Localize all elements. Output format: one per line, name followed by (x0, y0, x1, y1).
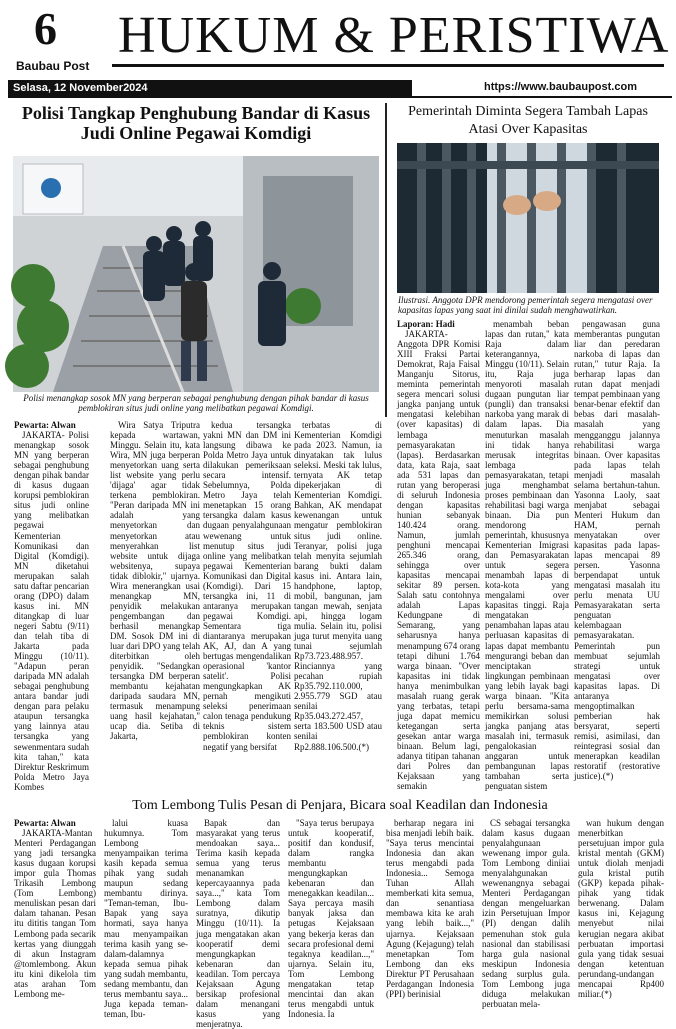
article2-text-1: JAKARTA- Anggota DPR Komisi XIII Fraksi Partai Demokrat, Raja Faisal Manganju Sitorus, meminta pemerintah segera mencari solusi jangka panjang untuk mengatasi kelebihan (over kapasitas) di lembaga pemasyarakatan (lapas). Berdasarkan data, kata Raja, saat ada 531 lapas dan rutan yang beroperasi di seluruh Indonesia dengan kapasitas hunian sebanyak 140.424 orang. Namun, jumlah penghuni mencapai 265.346 orang, sehingga over kapasitas mencapai sekitar 89 persen. Salah satu contohnya adalah Lapas Kedungpane di Semarang, yang seharusnya hanya menampung 674 orang tetapi dihuni 1.764 warga binaan. "Over kapasitas ini tidak hanya menimbulkan masalah ruang gerak yang terbatas, tetapi juga dapat memicu ketegangan serta gesekan antar warga binaan. Belum lagi, adanya titipan tahanan dari Polres dan Kejaksaan yang semakin (397, 329, 480, 792)
article1-byline: Pewarta: Alwan (14, 420, 76, 430)
police-arrest-photo-illustration (13, 156, 379, 392)
prison-bars-photo-illustration (397, 143, 659, 293)
article2-byline: Laporan: Hadi (397, 319, 455, 329)
article2-text-2: menambah beban lapas dan rutan," kata Raja dalam keterangannya, Minggu (10/11). Selain itu, Raja juga menyoroti masalah dugaan pungutan liar (pungli) dan transaksi narkoba yang marak di dalam lapas. Dia menuturkan masalah ini tidak hanya merusak integritas lembaga pemasyarakatan, tetapi juga menghambat proses pembinaan dan rehabilitasi bagi warga binaan. Dia pun mendorong pemerintah, khususnya Kementerian Imigrasi dan Pemasyarakatan untuk segera menambah lapas di kota-kota yang mengalami over kapasitas tinggi. Raja mengatakan penambahan lapas atau perluasan kapasitas di lapas dapat membantu mengurangi beban dan menciptakan lingkungan pembinaan yang lebih layak bagi warga binaan. "Kita perlu bersama-sama memikirkan solusi jangka panjang atas masalah ini, termasuk pengalokasian anggaran untuk pembangunan lapas tambahan serta penguatan sistem (485, 319, 569, 792)
article3-text-3: Bapak dan masyarakat yang terus mendoakan saya... Terima kasih kepada semua yang terus menanamkan kepercayaannya pada saya...," kata Tom Lembong dalam suratnya, dikutip Minggu (10/11). Ia juga mengatakan akan kooperatif demi mengungkapkan kebenaran dan keadilan. Tom percaya Kejaksaan Agung bersikap profesional dalam menangani kasus yang menjeratnya. (196, 818, 280, 1029)
article3-byline: Pewarta: Alwan (14, 818, 76, 828)
article3-headline: Tom Lembong Tulis Pesan di Penjara, Bicara soal Keadilan dan Indonesia (8, 798, 672, 814)
article1-column-4 (294, 420, 382, 782)
article2-photo (397, 143, 659, 293)
article3-text-7: wan hukum dengan menerbitkan persetujuan impor gula kristal mentah (GKM) untuk diolah menjadi gula kristal putih (GKP) kepada pihak-pihak yang tidak berwenang. Dalam kasus ini, Kejagung menyebut nilai kerugian negara akibat perbuatan importasi gula yang tidak sesuai dengan ketentuan perundang-undangan mencapai Rp400 miliar.(*) (578, 818, 664, 999)
article3-column-4 (288, 818, 374, 1019)
article2-photo-caption: Ilustrasi. Anggota DPR mendorong pemerintah segera mengatasi over kapasitas lapas yang saat ini dinilai sudah menghawatirkan. (398, 295, 653, 315)
column-divider (385, 103, 387, 417)
article1-column-3 (203, 420, 291, 782)
article3-column-2 (104, 818, 188, 1019)
article1-photo (13, 156, 379, 392)
article3-column-3 (196, 818, 280, 1029)
article1-text-4: terbatas di Kementerian Komdigi pada 2023. Namun, ia dinyatakan tak lulus seleksi. Meski tak lulus, ternyata AK tetap dipekerjakan di Kementerian Komdigi. Bahkan, AK mendapat kewenangan untuk mengatur pemblokiran situs judi online. Teranyar, polisi juga telah menyita sejumlah barang bukti dalam kasus ini. Antara lain, handphone, laptop, mobil, bangunan, jam tangan mewah, senjata api, hingga logam mulia. Selain itu, polisi juga turut menyita uang tunai sejumlah Rp73.723.488.957. Rinciannya yang pecahan rupiah Rp35.792.110.000, 2.955.779 SGD atau senilai Rp35.043.272.457, serta 183.500 USD atau senilai Rp2.888.106.500.(*) (294, 420, 382, 752)
article2-column-1 (397, 319, 480, 792)
section-title: HUKUM & PERISTIWA (118, 7, 670, 64)
article1-column-2 (110, 420, 200, 782)
article2-text-3: pengawasan guna memberantas pungutan liar dan peredaran narkoba di lapas dan rutan," tutur Raja. Ia berharap lapas dan rutan dapat menjadi tempat pembinaan yang benar-benar efektif dan bebas dari masalah-masalah yang mengganggu jalannya rehabilitasi warga binaan. Over kapasitas pada lapas telah menjadi masalah selama bertahun-tahun. Yasonna Laoly, saat menjabat sebagai Menteri Hukum dan HAM, pernah menyatakan over kapasitas pada lapas-lapas mencapai 89 persen. Yasonna berpendapat untuk mengatasi masalah itu perlu menata UU Pemasyarakatan serta penguatan kelembagaan pemasyarakatan. Pemerintah pun membuat sejumlah strategi untuk mengatasi over kapasitas lapas. Di antaranya mengoptimalkan pemberian hak bersyarat, seperti remisi, asimilasi, dan reintegrasi sosial dan menerapkan keadilan restoratif (restorative justice).(*) (574, 319, 660, 782)
article1-text-2: Wira Satya Triputra kepada wartawan, Minggu. Selain itu, kata Wira, MN juga berperan menyetorkan uang serta list website yang perlu 'dijaga' agar tidak terkena pemblokiran. "Peran daripada MN ini adalah yang menyetorkan dan menyetorkan atau menyerahkan list website untuk dijaga websitenya, supaya tidak diblokir," ujarnya. Wira menerangkan usai menangkap MN, penyidik melakukan pengembangan dan berhasil menangkap DM. Sosok DM ini di luar dari DPO yang telah diterbitkan oleh penyidik. "Sedangkan tersangka DM berperan membantu kejahatan daripada saudara MN, termasuk menampung uang hasil kejahatan," ucap dia. Setiba di Jakarta, (110, 420, 200, 742)
site-url[interactable]: https://www.baubaupost.com (484, 81, 637, 93)
article2-column-3 (574, 319, 660, 782)
article3-column-6 (482, 818, 570, 1010)
article3-column-5 (386, 818, 474, 1010)
article1-text-1: JAKARTA- Polisi menangkap sosok MN yang berperan sebagai penghubung dengan pihak bandar di kasus dugaan korupsi pemblokiran situs judi online yang melibatkan pegawai Kementerian Komunikasi dan Digital (Komdigi). MN diketahui merupakan salah satu daftar pencarian orang (DPO) dalam kasus ini. MN ditangkap di luar negeri Sabtu (9/11) dan telah tiba di Jakarta pada Minggu (10/11). "Adapun peran daripada MN adalah sebagai penghubung antara bandar judi dengan para pelaku ataupun tersangka yang lainnya atau tersangka yang sewenmentara sudah kita tahan," kata Direktur Reskrimum Polda Metro Jaya Kombes (14, 430, 89, 792)
article3-text-4: "Saya terus berupaya untuk kooperatif, positif dan kondusif, dalam rangka membantu mengungkapkan kebenaran dan menegakkan keadilan... Saya percaya masih banyak jaksa dan petugas Kejaksaan yang bekerja keras dan secara profesional demi tegaknya keadilan...," ujarnya. Selain itu, Tom Lembong mengatakan tetap mencintai dan akan terus mengabdi untuk Indonesia. Ia (288, 818, 374, 1019)
article2-headline: Pemerintah Diminta Segera Tambah Lapas Atasi Over Kapasitas (408, 104, 648, 137)
article1-text-3: kedua tersangka yakni MN dan DM ini langsung dibawa ke Polda Metro Jaya untuk dilakukan pemeriksaan secara intensif. Sebelumnya, Polda Metro Jaya telah menetapkan 15 orang tersangka dalam kasus dugaan penyalahgunaan wewenang untuk menutup situs judi online yang melibatkan pegawai Kementerian Komunikasi dan Digital (Komdigi). Dari 15 tersangka ini, 11 di antaranya merupakan pegawai Komdigi. Sementara tiga diantaranya merupakan AK, AJ, dan A yang bertugas mengendalikan operasional 'kantor satelit'. Polisi mengungkapkan AK pernah mengikuti seleksi penerimaan calon tenaga pendukung teknis sistem pemblokiran konten negatif yang bersifat (203, 420, 291, 752)
publication-name: Baubau Post (16, 59, 90, 73)
article3-column-7 (578, 818, 664, 1010)
article1-column-1 (14, 420, 89, 792)
article1-headline: Polisi Tangkap Penghubung Bandar di Kasus Judi Online Pegawai Komdigi (21, 103, 371, 143)
article3-text-6: CS sebagai tersangka dalam kasus dugaan penyalahgunaan wewenang impor gula. Tom Lembong diniiai menyalahgunakan wewenangnya sebagai Menteri Perdagangan dengan mengeluarkan izin Persetujuan Impor (PI) dengan dalih pemenuhan stok gula nasional dan stabilisasi harga gula nasional meskipun Indonesia sedang surplus gula. Tom Lembong juga diduga melakukan perbuatan mela- (482, 818, 570, 1009)
article1-photo-caption: Polisi menangkap sosok MN yang berperan sebagai penghubung dengan pihak bandar di kasus pemblokiran situs judi online yang melibatkan pegawai Komdigi. (23, 393, 369, 413)
edition-date: Selasa, 12 November2024 (13, 82, 148, 94)
article3-text-2: lalui kuasa hukumnya. Tom Lembong menyampaikan terima kasih kepada semua pihak yang sudah maupun sedang membantu dirinya. "Teman-teman, Ibu-Bapak yang saya hormati, saya hanya mau menyampaikan terima kasih yang se-dalam-dalamnya kepada semua pihak yang sudah membantu, sedang membantu, dan terus membantu saya... Juga kepada teman-teman, Ibu- (104, 818, 188, 1019)
article3-text-5: berharap negara ini bisa menjadi lebih baik. "Saya terus mencintai Indonesia dan akan terus mengabdi pada Indonesia... Semoga Tuhan Allah memberkati kita semua, dan senantiasa membawa kita ke arah yang lebih baik...," ujarnya. Kejaksaan Agung (Kejagung) telah menetapkan Tom Lembong dan eks Direktur PT Perusahaan Perdagangan Indonesia (PPI) berinisial (386, 818, 474, 999)
article3-text-1: JAKARTA-Mantan Menteri Perdagangan yang jadi tersangka kasus dugaan korupsi impor gula Thomas Trikasih Lembong (Tom Lembong) menuliskan pesan dari dalam tahanan. Pesan itu dititis tangan Tom Lembong pada secarik kertas yang diunggah di akun Instagram @tomlembong. Akun itu kini dikelola tim atas arahan Tom Lembong me- (14, 828, 96, 999)
page-number: 6 (34, 3, 57, 54)
article3-column-1 (14, 818, 96, 1010)
article2-column-2 (485, 319, 569, 792)
header-rule (112, 64, 664, 67)
